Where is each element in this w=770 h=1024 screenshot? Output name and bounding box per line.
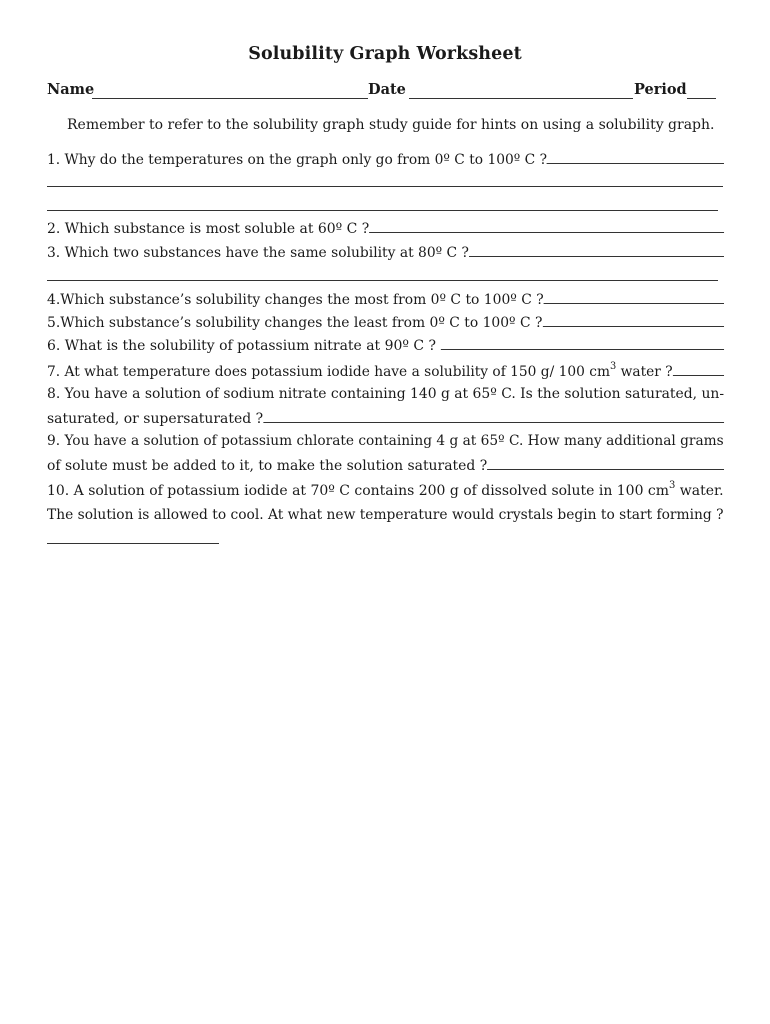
date-label: Date: [368, 81, 406, 98]
answer-8-blank[interactable]: [263, 408, 724, 423]
answer-9-blank[interactable]: [487, 455, 724, 470]
question-10-line-2: [47, 506, 724, 524]
reminder-text: Remember to refer to the solubility graph study guide for hints on using a solubility graph.: [67, 117, 715, 133]
date-field[interactable]: [409, 98, 633, 99]
name-label: Name: [47, 81, 95, 98]
question-5-text: 5.Which substance’s solubility changes the least from 0º C to 100º C ?: [47, 315, 543, 331]
name-field[interactable]: [92, 98, 368, 99]
cm3-superscript-q10: 3: [669, 480, 676, 492]
question-6-text: 6. What is the solubility of potassium nitrate at 90º C ?: [47, 338, 436, 354]
question-4: [47, 289, 724, 307]
answer-3-line-2[interactable]: [47, 280, 718, 281]
question-5: [47, 312, 724, 330]
answer-6-blank[interactable]: [440, 335, 723, 350]
question-4-text: 4.Which substance’s solubility changes the most from 0º C to 100º C ?: [47, 292, 544, 308]
question-7-text-end: water ?: [616, 364, 673, 380]
answer-1-blank[interactable]: [547, 149, 724, 164]
question-7: [47, 361, 724, 379]
cm3-superscript: 3: [609, 361, 617, 373]
answer-1-line-3[interactable]: [47, 210, 718, 211]
question-10-text-end: water.: [675, 483, 724, 499]
question-1: [47, 149, 724, 167]
question-3: [47, 242, 724, 260]
answer-3-blank[interactable]: [469, 242, 724, 257]
question-8-line-1: [47, 385, 724, 403]
answer-10-blank[interactable]: [47, 543, 219, 544]
period-label: Period: [634, 81, 687, 98]
answer-5-blank[interactable]: [542, 312, 723, 327]
question-2: [47, 218, 724, 236]
question-10-text-continued: The solution is allowed to cool. At what new temperature would crystals begin to start forming ?: [47, 507, 724, 523]
question-10-text: 10. A solution of potassium iodide at 70º C contains 200 g of dissolved solute in 100 cm: [47, 483, 670, 499]
question-7-text: 7. At what temperature does potassium iodide have a solubility of 150 g/ 100 cm: [47, 364, 610, 380]
question-9-line-2: [47, 455, 724, 473]
question-1-text: 1. Why do the temperatures on the graph only go from 0º C to 100º C ?: [47, 152, 547, 168]
question-9-text-continued: of solute must be added to it, to make the solution saturated ?: [47, 458, 488, 474]
question-9-text: 9. You have a solution of potassium chlorate containing 4 g at 65º C. How many additional grams: [47, 433, 724, 449]
question-9-line-1: [47, 432, 724, 450]
answer-2-blank[interactable]: [369, 218, 724, 233]
question-3-text: 3. Which two substances have the same solubility at 80º C ?: [47, 245, 469, 261]
question-8-line-2: [47, 408, 724, 426]
question-10-line-1: [47, 482, 724, 500]
question-2-text: 2. Which substance is most soluble at 60º C ?: [47, 221, 370, 237]
question-8-text-continued: saturated, or supersaturated ?: [47, 411, 264, 427]
answer-4-blank[interactable]: [544, 289, 724, 304]
page-title: Solubility Graph Worksheet: [248, 44, 522, 64]
question-8-text: 8. You have a solution of sodium nitrate containing 140 g at 65º C. Is the solution saturated, un-: [47, 386, 725, 402]
period-field[interactable]: [687, 98, 716, 99]
answer-1-line-2[interactable]: [47, 186, 723, 187]
question-6: [47, 335, 724, 353]
answer-7-blank[interactable]: [673, 361, 724, 376]
